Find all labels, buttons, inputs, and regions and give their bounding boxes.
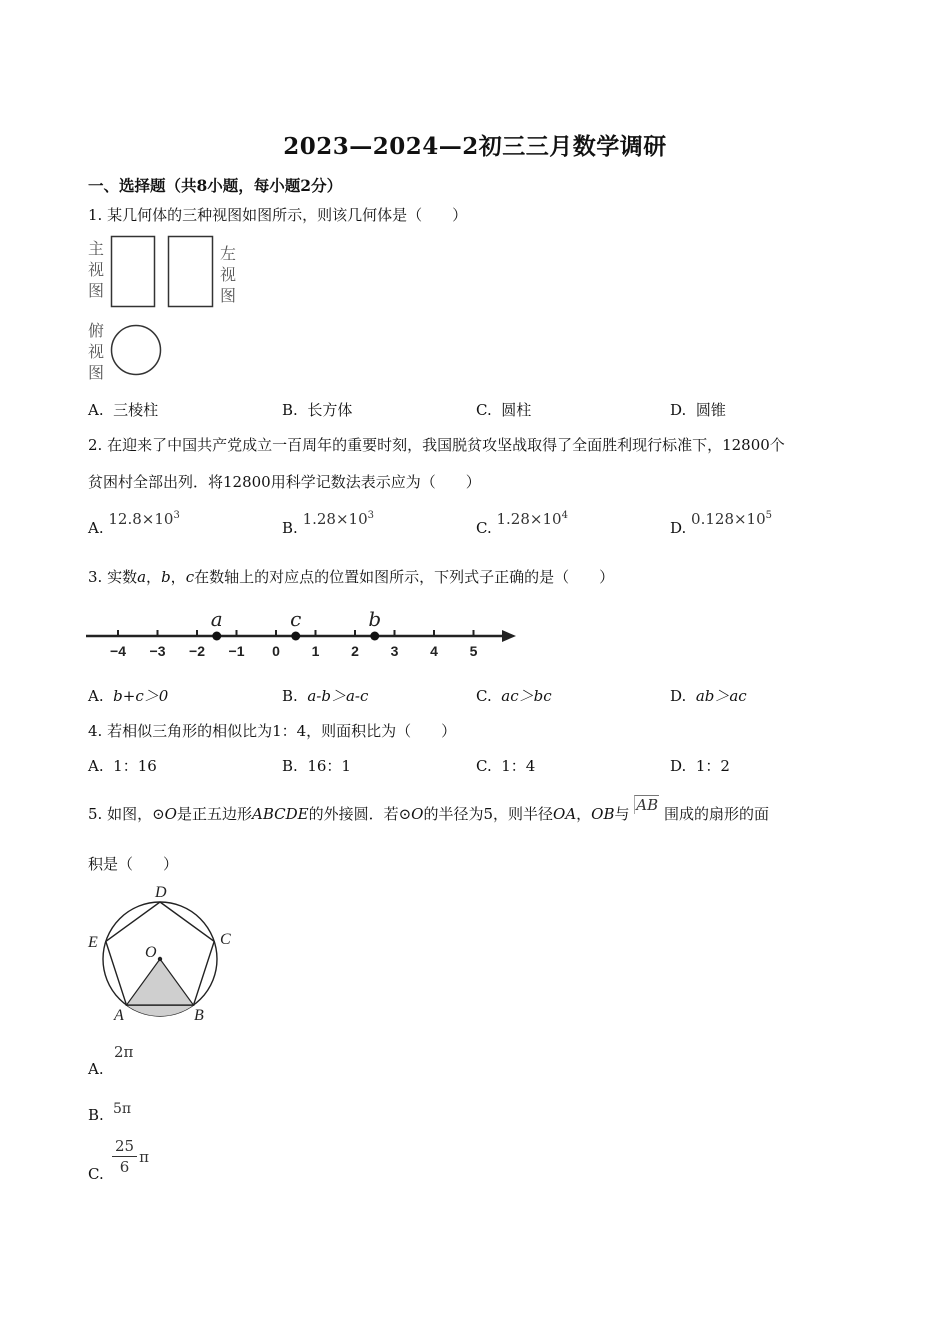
question-5-line2: 积是（ ）: [88, 855, 179, 873]
arrow-icon: [502, 630, 516, 642]
tick-label: −3: [149, 643, 166, 659]
question-5-line1: 5. 如图，⊙O是正五边形ABCDE的外接圆．若⊙O的半径为5，则半径OA，OB与 AB 围成的扇形的面: [88, 796, 769, 823]
tick-label: 5: [469, 643, 478, 659]
side-view-rect: [169, 237, 213, 307]
fraction: $\frac{25}{6}$: [112, 1136, 137, 1177]
q4-option-a[interactable]: A. 1：16: [88, 757, 157, 775]
question-2-line1: 2. 在迎来了中国共产党成立一百周年的重要时刻，我国脱贫攻坚战取得了全面胜利现行标准下，12800个: [88, 436, 785, 454]
tick-label: −1: [228, 643, 245, 659]
q4-option-b[interactable]: B. 16：1: [282, 757, 351, 775]
q4-option-c[interactable]: C. 1：4: [476, 757, 536, 775]
page-title: 2023—2024—2初三三月数学调研: [283, 133, 667, 160]
top-view-label: 俯 视 图: [88, 321, 105, 382]
front-view-label: 主 视 图: [88, 239, 105, 300]
tick-label: 3: [390, 643, 399, 659]
label-o: O: [145, 944, 157, 961]
question-2-line2: 贫困村全部出列．将12800用科学记数法表示应为（ ）: [88, 473, 481, 491]
point-a: [212, 632, 221, 641]
q5-option-c-letter[interactable]: C.: [88, 1165, 104, 1183]
q1-option-b[interactable]: B. 长方体: [282, 401, 353, 419]
label-b: B: [194, 1007, 204, 1024]
question-3-stem: 3. 实数a，b，c在数轴上的对应点的位置如图所示，下列式子正确的是（ ）: [88, 568, 615, 586]
section-heading: 一、选择题（共8小题，每小题2分）: [88, 176, 343, 195]
pentagon-circle-figure: [84, 878, 244, 1028]
label-e: E: [88, 934, 98, 951]
q5-option-a-letter[interactable]: A.: [88, 1060, 104, 1078]
arc-ab-symbol: AB: [636, 796, 659, 814]
top-view-circle: [112, 326, 161, 375]
center-point: [158, 957, 162, 961]
side-view-label: 左 视 图: [220, 244, 237, 305]
point-label-b: b: [368, 607, 382, 631]
front-view-rect: [112, 237, 155, 307]
point-label-a: a: [210, 607, 223, 631]
question-4-stem: 4. 若相似三角形的相似比为1：4，则面积比为（ ）: [88, 722, 457, 740]
q4-option-d[interactable]: D. 1：2: [670, 757, 730, 775]
q5-option-b-letter[interactable]: B.: [88, 1106, 104, 1124]
q2-option-d[interactable]: D. $0.128\times 10^5$: [670, 510, 773, 537]
q3-option-d[interactable]: D. ab＞ac: [670, 687, 747, 705]
three-view-figure: [105, 230, 225, 385]
tick-label: −4: [110, 643, 126, 659]
q3-option-b[interactable]: B. a-b＞a-c: [282, 687, 369, 705]
tick-label: −2: [189, 643, 205, 659]
tick-label: 4: [430, 643, 438, 659]
q3-option-c[interactable]: C. ac＞bc: [476, 687, 552, 705]
question-1-stem: 1. 某几何体的三种视图如图所示，则该几何体是（ ）: [88, 206, 468, 224]
point-b: [370, 632, 379, 641]
q1-option-d[interactable]: D. 圆锥: [670, 401, 726, 419]
q1-option-a[interactable]: A. 三棱柱: [88, 401, 159, 419]
q5-option-a-value[interactable]: 2π: [114, 1043, 134, 1061]
label-d: D: [155, 884, 167, 901]
sector-triangle: [127, 959, 194, 1005]
q1-option-c[interactable]: C. 圆柱: [476, 401, 532, 419]
point-label-c: c: [290, 607, 302, 631]
q3-option-a[interactable]: A. b+c＞0: [88, 687, 169, 705]
q5-option-b-value[interactable]: 5π: [113, 1101, 132, 1117]
point-c: [291, 632, 300, 641]
sector-segment: [127, 1005, 194, 1016]
q2-option-c[interactable]: C. $1.28\times 10^4$: [476, 510, 568, 537]
number-line: [84, 600, 524, 670]
tick-label: 1: [311, 643, 320, 659]
q2-option-a[interactable]: A. $12.8\times 10^3$: [88, 510, 180, 537]
q2-option-b[interactable]: B. $1.28\times 10^3$: [282, 510, 375, 537]
label-a: A: [114, 1007, 124, 1024]
label-c: C: [220, 931, 231, 948]
q5-option-c-value[interactable]: $\frac{25}{6}$ π: [112, 1136, 149, 1177]
tick-label: 2: [351, 643, 359, 659]
tick-label: 0: [272, 643, 280, 659]
